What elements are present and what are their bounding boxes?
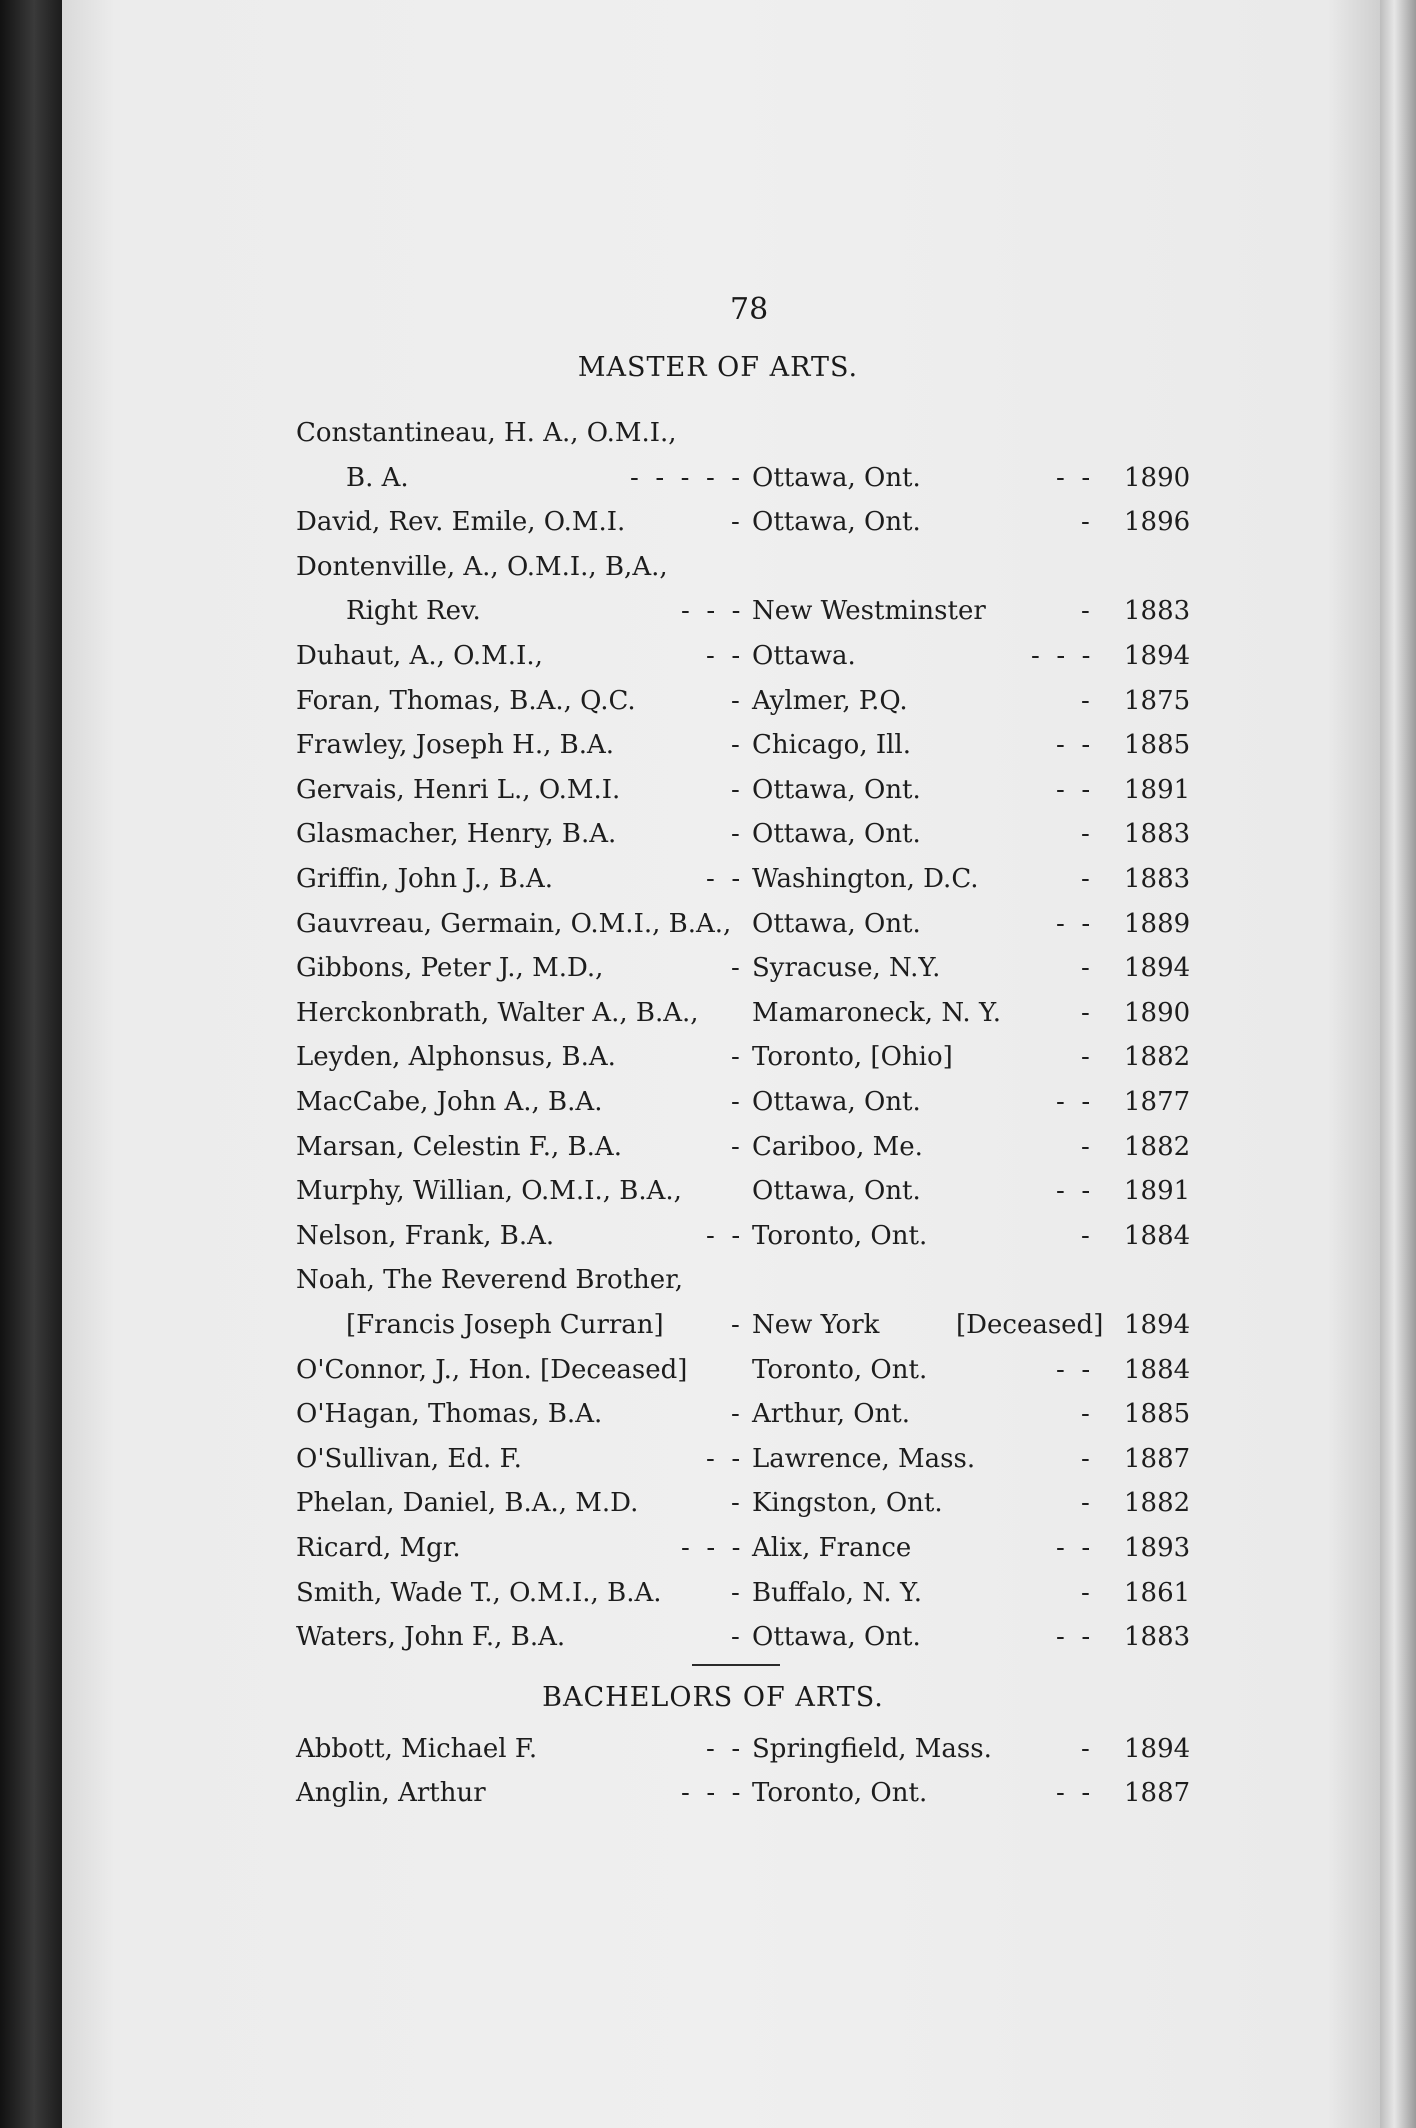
- entry-row: [0, 1176, 1416, 1216]
- entry-place: Springfield, Mass.: [752, 1734, 992, 1764]
- entry-name: O'Sullivan, Ed. F.: [296, 1443, 522, 1474]
- entry-leader-dashes: -: [1081, 1131, 1090, 1162]
- entry-name: MacCabe, John A., B.A.: [296, 1087, 603, 1117]
- entry-year: 1884: [1124, 1220, 1191, 1251]
- entry-leader-dashes: - -: [1056, 462, 1091, 493]
- entry-leader-dashes: -: [731, 1399, 740, 1430]
- entry-leader-dashes: -: [731, 685, 740, 716]
- entry-leader-dashes: -: [1081, 1443, 1090, 1474]
- entry-row: [0, 998, 1416, 1038]
- entry-row: [0, 1778, 1416, 1818]
- entry-leader-dashes: - -: [706, 1220, 741, 1251]
- entry-place: Ottawa, Ont.: [752, 462, 921, 493]
- entry-row: [0, 418, 1416, 458]
- entry-row: [0, 864, 1416, 904]
- masters-heading: MASTER OF ARTS.: [577, 352, 859, 383]
- entry-leader-dashes: - -: [1056, 908, 1091, 939]
- entry-year: 1894: [1124, 641, 1191, 671]
- entry-row: [0, 909, 1416, 949]
- entry-row: [0, 686, 1416, 726]
- entry-name: Griffin, John J., B.A.: [296, 864, 554, 894]
- entry-name: Herckonbrath, Walter A., B.A.,: [296, 997, 699, 1028]
- entry-leader-dashes: -: [731, 1310, 740, 1340]
- entry-year: 1894: [1124, 1734, 1191, 1764]
- entry-leader-dashes: -: [731, 1577, 740, 1608]
- entry-place: Ottawa, Ont.: [752, 1622, 921, 1653]
- entry-name: Murphy, Willian, O.M.I., B.A.,: [296, 1176, 682, 1207]
- entry-row: [0, 1355, 1416, 1395]
- section-divider: [692, 1664, 780, 1666]
- entry-leader-dashes: -: [1081, 1042, 1090, 1073]
- entry-place: Toronto, Ont.: [752, 1220, 928, 1251]
- entry-place: Ottawa, Ont.: [752, 507, 921, 538]
- entry-place: Toronto, [Ohio]: [752, 1042, 953, 1073]
- entry-year: 1890: [1124, 462, 1191, 493]
- entry-name: Smith, Wade T., O.M.I., B.A.: [296, 1577, 662, 1608]
- entry-place: Syracuse, N.Y.: [752, 953, 941, 984]
- entry-place: Ottawa.: [752, 641, 856, 671]
- entry-leader-dashes: -: [1081, 1577, 1090, 1608]
- entry-leader-dashes: -: [731, 507, 740, 538]
- entry-name: Abbott, Michael F.: [296, 1734, 538, 1764]
- entry-leader-dashes: - -: [1056, 1622, 1091, 1653]
- entry-leader-dashes: -: [1081, 507, 1090, 538]
- entry-name: Glasmacher, Henry, B.A.: [296, 819, 617, 850]
- entry-name: Frawley, Joseph H., B.A.: [296, 730, 615, 761]
- entry-row: [0, 641, 1416, 681]
- entry-name: Waters, John F., B.A.: [296, 1622, 566, 1653]
- entry-leader-dashes: -: [1081, 997, 1090, 1028]
- entry-leader-dashes: - -: [706, 1734, 741, 1764]
- entry-leader-dashes: -: [731, 1087, 740, 1117]
- entry-row: [0, 730, 1416, 770]
- entry-year: 1884: [1124, 1354, 1191, 1385]
- entry-name: Foran, Thomas, B.A., Q.C.: [296, 685, 636, 716]
- entry-name: David, Rev. Emile, O.M.I.: [296, 507, 626, 538]
- entry-row: [0, 1310, 1416, 1350]
- entry-leader-dashes: -: [731, 1488, 740, 1519]
- entry-place: Cariboo, Me.: [752, 1131, 923, 1162]
- entry-row: [0, 463, 1416, 503]
- entry-row: [0, 1087, 1416, 1127]
- entry-row: [0, 1578, 1416, 1618]
- entry-year: 1893: [1124, 1533, 1191, 1563]
- entry-year: 1885: [1124, 730, 1191, 761]
- entry-name: Constantineau, H. A., O.M.I.,: [296, 418, 677, 448]
- entry-name: [Francis Joseph Curran]: [346, 1310, 664, 1340]
- entry-leader-dashes: - -: [1056, 1176, 1091, 1207]
- entry-place: New Westminster: [752, 596, 986, 627]
- entry-place: Kingston, Ont.: [752, 1488, 943, 1519]
- entry-leader-dashes: -: [1081, 685, 1090, 716]
- entry-leader-dashes: - -: [1056, 1533, 1091, 1563]
- entry-year: 1883: [1124, 596, 1191, 627]
- entry-year: 1894: [1124, 953, 1191, 984]
- entry-leader-dashes: -: [1081, 1399, 1090, 1430]
- entry-name: Ricard, Mgr.: [296, 1533, 461, 1563]
- entry-name: Nelson, Frank, B.A.: [296, 1220, 555, 1251]
- entry-leader-dashes: -: [731, 953, 740, 984]
- entry-year: 1883: [1124, 864, 1191, 894]
- entry-leader-dashes: -: [731, 1622, 740, 1653]
- entry-row: [0, 1444, 1416, 1484]
- entry-year: 1882: [1124, 1042, 1191, 1073]
- entry-place: Toronto, Ont.: [752, 1354, 928, 1385]
- entry-leader-dashes: - - -: [681, 1533, 741, 1563]
- entry-place: Mamaroneck, N. Y.: [752, 997, 1002, 1028]
- entry-row: [0, 552, 1416, 592]
- entry-leader-dashes: - -: [706, 641, 741, 671]
- entry-row: [0, 596, 1416, 636]
- entry-year: 1891: [1124, 774, 1191, 805]
- entry-place: Arthur, Ont.: [752, 1399, 911, 1430]
- entry-name: Gauvreau, Germain, O.M.I., B.A.,: [296, 908, 732, 939]
- entry-leader-dashes: - -: [706, 864, 741, 894]
- entry-leader-dashes: -: [731, 819, 740, 850]
- entry-leader-dashes: -: [731, 1042, 740, 1073]
- entry-leader-dashes: - - - - -: [630, 462, 741, 493]
- entry-year: 1861: [1124, 1577, 1191, 1608]
- entry-leader-dashes: - -: [706, 1443, 741, 1474]
- entry-place: Chicago, Ill.: [752, 730, 912, 761]
- entry-year: 1896: [1124, 507, 1191, 538]
- entry-leader-dashes: -: [1081, 596, 1090, 627]
- entry-name: Right Rev.: [346, 596, 481, 627]
- entry-row: [0, 1488, 1416, 1528]
- entry-leader-dashes: -: [731, 774, 740, 805]
- entry-leader-dashes: -: [1081, 819, 1090, 850]
- entry-leader-dashes: - -: [1056, 1778, 1091, 1808]
- entry-year: 1887: [1124, 1778, 1191, 1808]
- entry-leader-dashes: -: [1081, 864, 1090, 894]
- entry-place: Washington, D.C.: [752, 864, 979, 894]
- entry-place: Alix, France: [752, 1533, 912, 1563]
- entry-leader-dashes: - -: [1056, 730, 1091, 761]
- entry-place: Aylmer, P.Q.: [752, 685, 908, 716]
- entry-leader-dashes: -: [1081, 1488, 1090, 1519]
- entry-year: 1877: [1124, 1087, 1191, 1117]
- entry-leader-dashes: - -: [1056, 1087, 1091, 1117]
- entry-row: [0, 1734, 1416, 1774]
- entry-leader-dashes: - - -: [1031, 641, 1091, 671]
- entry-year: 1882: [1124, 1131, 1191, 1162]
- entry-year: 1882: [1124, 1488, 1191, 1519]
- entry-year: 1875: [1124, 685, 1191, 716]
- entry-place: Ottawa, Ont.: [752, 908, 921, 939]
- entry-name: Noah, The Reverend Brother,: [296, 1265, 684, 1296]
- entry-place: Buffalo, N. Y.: [752, 1577, 923, 1608]
- entry-name: B. A.: [346, 462, 409, 493]
- entry-leader-dashes: -: [1081, 1734, 1090, 1764]
- entry-row: [0, 775, 1416, 815]
- entry-place: Ottawa, Ont.: [752, 774, 921, 805]
- entry-row: [0, 1042, 1416, 1082]
- entry-leader-dashes: - - -: [681, 1778, 741, 1808]
- entry-row: [0, 1399, 1416, 1439]
- entry-year: 1885: [1124, 1399, 1191, 1430]
- entry-name: Duhaut, A., O.M.I.,: [296, 641, 543, 671]
- entry-name: Gibbons, Peter J., M.D.,: [296, 953, 604, 984]
- entry-place: Toronto, Ont.: [752, 1778, 928, 1808]
- entry-row: [0, 1265, 1416, 1305]
- entry-name: O'Hagan, Thomas, B.A.: [296, 1399, 603, 1430]
- entry-name: Leyden, Alphonsus, B.A.: [296, 1042, 616, 1073]
- entry-name: Gervais, Henri L., O.M.I.: [296, 774, 621, 805]
- entry-leader-dashes: - -: [1056, 774, 1091, 805]
- entry-leader-dashes: -: [731, 730, 740, 761]
- page-number: 78: [730, 292, 769, 327]
- entry-row: [0, 1132, 1416, 1172]
- entry-note: [Deceased]: [956, 1310, 1104, 1340]
- entry-row: [0, 1533, 1416, 1573]
- entry-row: [0, 1622, 1416, 1662]
- entry-leader-dashes: -: [731, 1131, 740, 1162]
- entry-name: Dontenville, A., O.M.I., B,A.,: [296, 551, 668, 582]
- entry-year: 1883: [1124, 819, 1191, 850]
- entry-place: Ottawa, Ont.: [752, 819, 921, 850]
- entry-name: Marsan, Celestin F., B.A.: [296, 1131, 622, 1162]
- entry-year: 1883: [1124, 1622, 1191, 1653]
- entry-place: Ottawa, Ont.: [752, 1176, 921, 1207]
- entry-name: Anglin, Arthur: [296, 1778, 486, 1808]
- entry-place: New York: [752, 1310, 880, 1340]
- entry-place: Lawrence, Mass.: [752, 1443, 976, 1474]
- entry-row: [0, 819, 1416, 859]
- entry-name: Phelan, Daniel, B.A., M.D.: [296, 1488, 639, 1519]
- entry-year: 1889: [1124, 908, 1191, 939]
- entry-year: 1890: [1124, 997, 1191, 1028]
- entry-place: Ottawa, Ont.: [752, 1087, 921, 1117]
- entry-leader-dashes: -: [1081, 953, 1090, 984]
- bachelors-heading: BACHELORS OF ARTS.: [542, 1682, 884, 1713]
- entry-row: [0, 1221, 1416, 1261]
- entry-year: 1891: [1124, 1176, 1191, 1207]
- entry-year: 1887: [1124, 1443, 1191, 1474]
- entry-row: [0, 507, 1416, 547]
- entry-leader-dashes: - - -: [681, 596, 741, 627]
- entry-year: 1894: [1124, 1310, 1191, 1340]
- entry-leader-dashes: -: [1081, 1220, 1090, 1251]
- entry-row: [0, 953, 1416, 993]
- entry-leader-dashes: - -: [1056, 1354, 1091, 1385]
- entry-name: O'Connor, J., Hon. [Deceased]: [296, 1354, 688, 1385]
